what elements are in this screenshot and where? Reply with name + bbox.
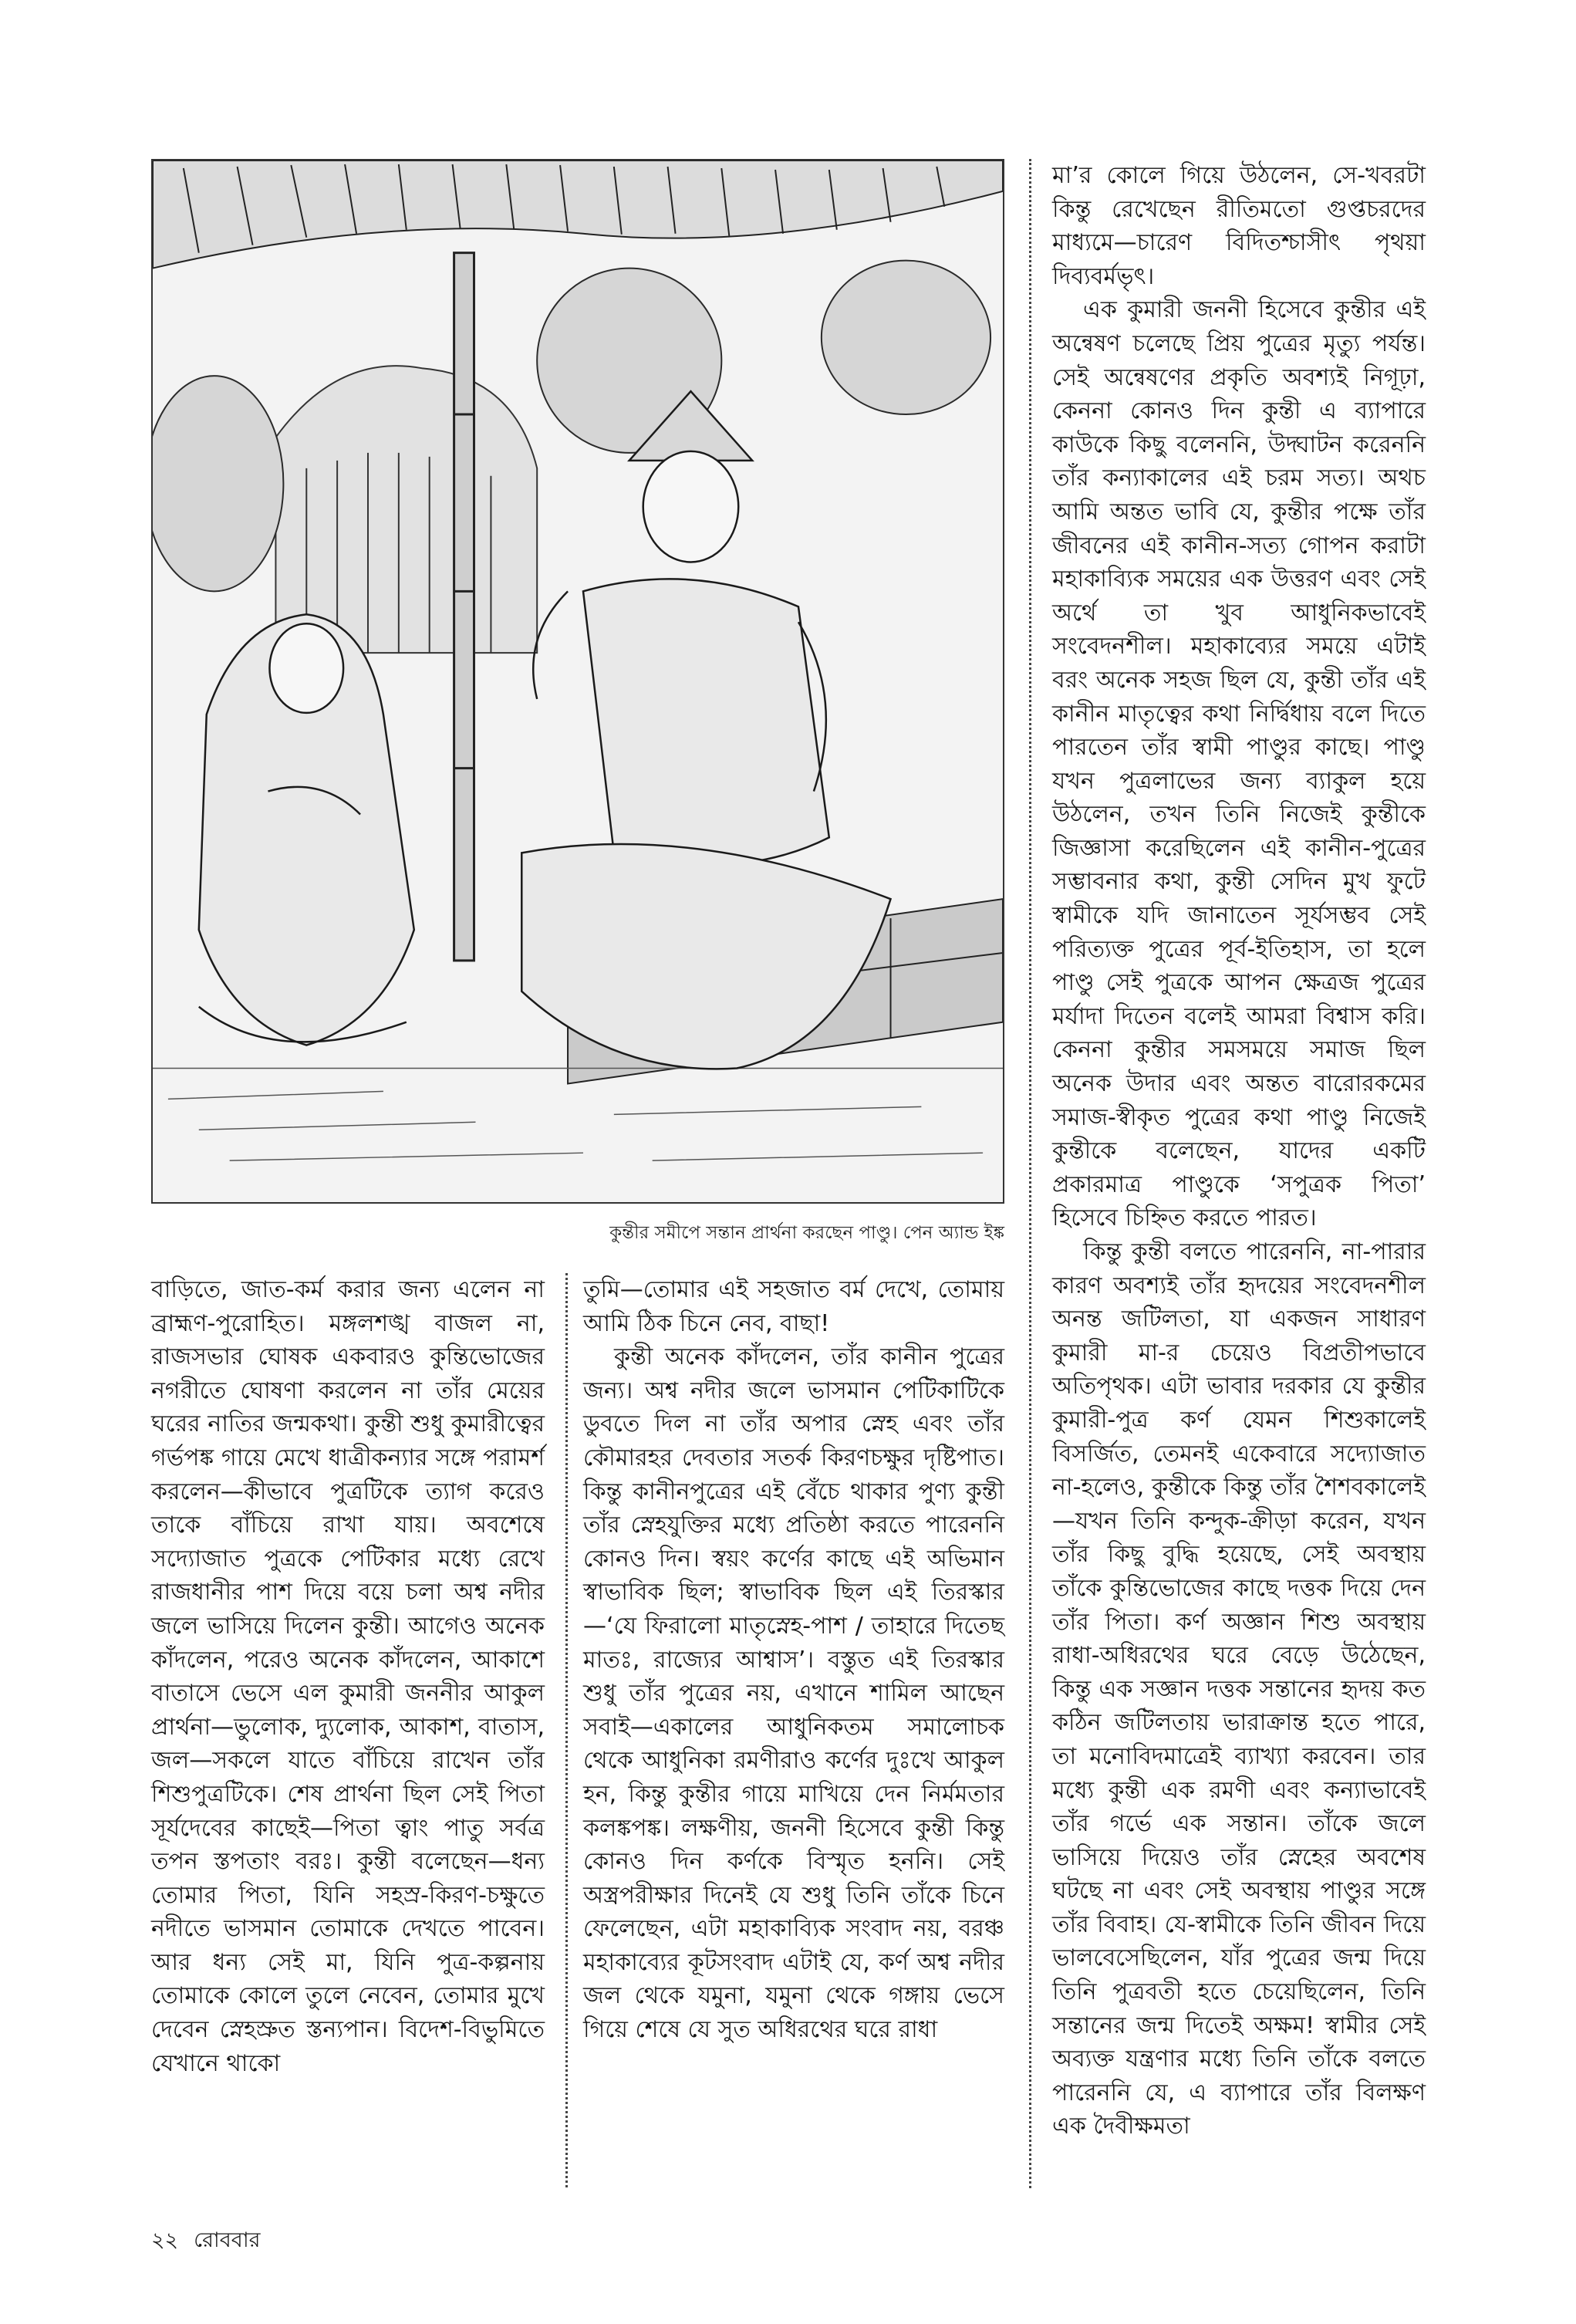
paragraph: তুমি—তোমার এই সহজাত বর্ম দেখে, তোমায় আমি ঠিক চিনে নেব, বাছা! — [583, 1276, 1004, 1337]
paragraph: কিন্তু কুন্তী বলতে পারেননি, না-পারার কারণ অবশ্যই তাঁর হৃদয়ের সংবেদনশীল অনন্ত জটিলতা, যা একজন সাধারণ কুমারী মা-র চেয়েও বিপ্রতীপভাবে অতিপৃথক। এটা ভাবার দরকার যে কুন্তীর কুমারী-পুত্র কর্ণ যেমন শিশুকালেই বিসর্জিত, তেমনই একেবারে সদ্যোজাত না-হলেও, কুন্তীকে কিন্তু তাঁর শৈশবকালেই—যখন তিনি কন্দুক-ক্রীড়া করেন, যখন তাঁর কিছু বুদ্ধি হয়েছে, সেই অবস্থায় তাঁকে কুন্তিভোজের কাছে দত্তক দিয়ে দেন তাঁর পিতা। কর্ণ অজ্ঞান শিশু অবস্থায় রাধা-অধিরথের ঘরে বেড়ে উঠেছেন, কিন্তু এক সজ্ঞান দত্তক সন্তানের হৃদয় কত কঠিন জটিলতায় ভারাক্রান্ত হতে পারে, তা মনোবিদমাত্রেই ব্যাখ্যা করবেন। তার মধ্যে কুন্তী এক রমণী এবং কন্যাভাবেই তাঁর গর্ভে এক সন্তান। তাঁকে জলে ভাসিয়ে দিয়েও তাঁর স্নেহের অবশেষ ঘটছে না এবং সেই অবস্থায় পাণ্ডুর সঙ্গে তাঁর বিবাহ। যে-স্বামীকে তিনি জীবন দিয়ে ভালবেসেছিলেন, যাঁর পুত্রের জন্ম দিয়ে তিনি পুত্রবতী হতে চেয়েছিলেন, তিনি সন্তানের জন্ম দিতেই অক্ষম! স্বামীর সেই অব্যক্ত যন্ত্রণার মধ্যে তিনি তাঁকে বলতে পারেননি যে, এ ব্যাপারে তাঁর বিলক্ষণ এক দৈবীক্ষমতা — [1052, 1238, 1426, 2140]
column-divider — [1029, 159, 1031, 2188]
text-column-1 — [151, 1273, 545, 2080]
pen-and-ink-illustration — [151, 159, 1004, 1204]
background-hut — [275, 366, 537, 653]
page-number: ২২ — [151, 2228, 179, 2252]
text-column-2 — [583, 1273, 1004, 2047]
bamboo-pole — [454, 253, 474, 961]
paragraph: এক কুমারী জননী হিসেবে কুন্তীর এই অন্বেষণ চলেছে প্রিয় পুত্রের মৃত্যু পর্যন্ত। সেই অন্বেষণের প্রকৃতি অবশ্যই নিগূঢ়া, কেননা কোনও দিন কুন্তী এ ব্যাপারে কাউকে কিছু বলেননি, উদ্ঘাটন করেননি তাঁর কন্যাকালের এই চরম সত্য। অথচ আমি অন্তত ভাবি যে, কুন্তীর পক্ষে তাঁর জীবনের এই কানীন-সত্য গোপন করাটা মহাকাব্যিক সময়ের এক উত্তরণ এবং সেই অর্থে তা খুব আধুনিকভাবেই সংবেদনশীল। মহাকাব্যের সময়ে এটাই বরং অনেক সহজ ছিল যে, কুন্তী তাঁর এই কানীন মাতৃত্বের কথা নির্দ্বিধায় বলে দিতে পারতেন তাঁর স্বামী পাণ্ডুর কাছে। পাণ্ডু যখন পুত্রলাভের জন্য ব্যাকুল হয়ে উঠলেন, তখন তিনি নিজেই কুন্তীকে জিজ্ঞাসা করেছিলেন এই কানীন-পুত্রের সম্ভাবনার কথা, কুন্তী সেদিন মুখ ফুটে স্বামীকে যদি জানাতেন সূর্যসম্ভব সেই পরিত্যক্ত পুত্রের পূর্ব-ইতিহাস, তা হলে পাণ্ডু সেই পুত্রকে আপন ক্ষেত্রজ পুত্রের মর্যাদা দিতেন বলেই আমরা বিশ্বাস করি। কেননা কুন্তীর সমসময়ে সমাজ ছিল অনেক উদার এবং অন্তত বারোরকমের সমাজ-স্বীকৃত পুত্রের কথা পাণ্ডু নিজেই কুন্তীকে বলেছেন, যাদের একটি প্রকারমাত্র পাণ্ডুকে ‘সপুত্রক পিতা’ হিসেবে চিহ্নিত করতে পারত। — [1052, 296, 1426, 1232]
magazine-name: রোববার — [194, 2228, 261, 2252]
column-divider — [565, 1273, 568, 2187]
page-footer — [151, 2225, 261, 2256]
text-column-3 — [1052, 159, 1426, 2143]
illustration-drawing — [153, 160, 1003, 1202]
paragraph: বাড়িতে, জাত-কর্ম করার জন্য এলেন না ব্রাহ্মণ-পুরোহিত। মঙ্গলশঙ্খ বাজল না, রাজসভার ঘোষক একবারও কুন্তিভোজের নগরীতে ঘোষণা করলেন না তাঁর মেয়ের ঘরের নাতির জন্মকথা। কুন্তী শুধু কুমারীত্বের গর্ভপঙ্ক গায়ে মেখে ধাত্রীকন্যার সঙ্গে পরামর্শ করলেন—কীভাবে পুত্রটিকে ত্যাগ করেও তাকে বাঁচিয়ে রাখা যায়। অবশেষে সদ্যোজাত পুত্রকে পেটিকার মধ্যে রেখে রাজধানীর পাশ দিয়ে বয়ে চলা অশ্ব নদীর জলে ভাসিয়ে দিলেন কুন্তী। আগেও অনেক কাঁদলেন, পরেও অনেক কাঁদলেন, আকাশে বাতাসে ভেসে এল কুমারী জননীর আকুল প্রার্থনা—ভুলোক, দ্যুলোক, আকাশ, বাতাস, জল—সকলে যাতে বাঁচিয়ে রাখেন তাঁর শিশুপুত্রটিকে। শেষ প্রার্থনা ছিল সেই পিতা সূর্যদেবের কাছেই—পিতা ত্বাং পাতু সর্বত্র তপন স্তপতাং বরঃ। কুন্তী বলেছেন—ধন্য তোমার পিতা, যিনি সহস্র-কিরণ-চক্ষুতে নদীতে ভাসমান তোমাকে দেখতে পাবেন। আর ধন্য সেই মা, যিনি পুত্র-কল্পনায় তোমাকে কোলে তুলে নেবেন, তোমার মুখে দেবেন স্নেহস্রুত স্তন্যপান। বিদেশ-বিভুমিতে যেখানে থাকো — [151, 1276, 545, 2077]
paragraph: কুন্তী অনেক কাঁদলেন, তাঁর কানীন পুত্রের জন্য। অশ্ব নদীর জলে ভাসমান পেটিকাটিকে ডুবতে দিল না তাঁর অপার স্নেহ এবং তাঁর কৌমারহর দেবতার সতর্ক কিরণচক্ষুর দৃষ্টিপাত। কিন্তু কানীনপুত্রের এই বেঁচে থাকার পুণ্য কুন্তী তাঁর স্নেহযুক্তির মধ্যে প্রতিষ্ঠা করতে পারেননি কোনও দিন। স্বয়ং কর্ণের কাছে এই অভিমান স্বাভাবিক ছিল; স্বাভাবিক ছিল এই তিরস্কার—‘যে ফিরালো মাতৃস্নেহ-পাশ / তাহারে দিতেছ মাতঃ, রাজ্যের আশ্বাস’। বস্তুত এই তিরস্কার শুধু তাঁর পুত্রের নয়, এখানে শামিল আছেন সবাই—একালের আধুনিকতম সমালোচক থেকে আধুনিকা রমণীরাও কর্ণের দুঃখে আকুল হন, কিন্তু কুন্তীর গায়ে মাখিয়ে দেন নির্মমতার কলঙ্কপঙ্ক। লক্ষণীয়, জননী হিসেবে কুন্তী কিন্তু কোনও দিন কর্ণকে বিস্মৃত হননি। সেই অস্ত্রপরীক্ষার দিনেই যে শুধু তিনি তাঁকে চিনে ফেলেছেন, এটা মহাকাব্যিক সংবাদ নয়, বরঞ্চ মহাকাব্যের কূটসংবাদ এটাই যে, কর্ণ অশ্ব নদীর জল থেকে যমুনা, যমুনা থেকে গঙ্গায় ভেসে গিয়ে শেষে যে সুত অধিরথের ঘরে রাধা — [583, 1343, 1004, 2044]
illustration-caption: কুন্তীর সমীপে সন্তান প্রার্থনা করছেন পাণ্ডু। পেন অ্যান্ড ইঙ্ক — [609, 1223, 1004, 1243]
paragraph: মা’র কোলে গিয়ে উঠলেন, সে-খবরটা কিন্তু রেখেছেন রীতিমতো গুপ্তচরদের মাধ্যমে—চারেণ বিদিতশ্চাসীৎ পৃথয়া দিব্যবর্মভৃৎ। — [1052, 162, 1426, 290]
